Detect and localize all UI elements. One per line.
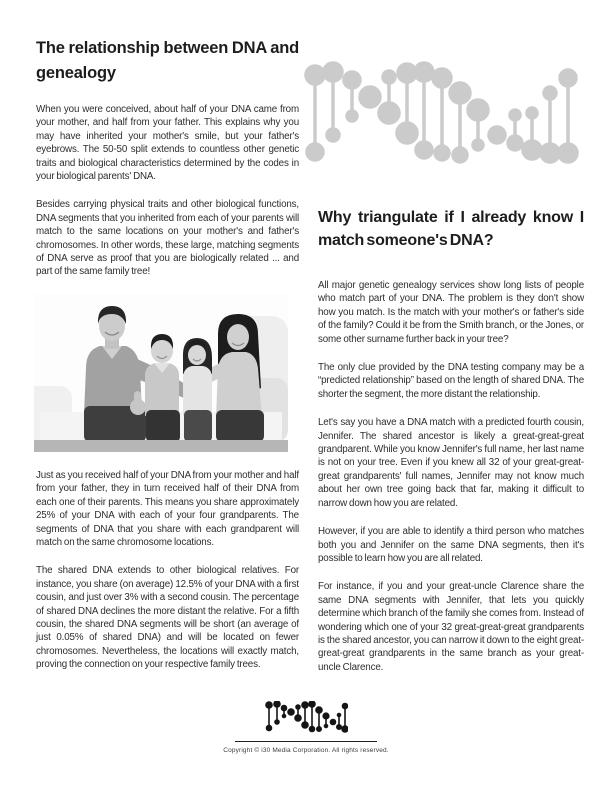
article-title: The relationship between DNA and genealogy <box>36 39 299 82</box>
right-column <box>318 206 584 689</box>
family-photo <box>34 294 288 452</box>
paragraph: Besides carrying physical traits and other biological functions, DNA segments that you inherited from each of your parents will match to the same locations on your mother's and father's chromosomes. In other words, these large, matching segments of DNA serve as proof that you are biologically related ... and part of the same family tree! <box>36 199 299 278</box>
paragraph: However, if you are able to identify a third person who matches both you and Jennifer on the same DNA segments, then it's possible to learn how you are all related. <box>318 526 584 564</box>
paragraph: The only clue provided by the DNA testing company may be a “predicted relationship” based on the length of shared DNA. The shorter the segment, the more distant the relationship. <box>318 362 584 400</box>
section-title: Why triangulate if I already know I match someone's DNA? <box>318 209 584 249</box>
left-column <box>36 36 299 687</box>
dna-helix-graphic <box>300 57 588 185</box>
copyright-text: Copyright © i30 Media Corporation. All rights reserved. <box>223 747 389 754</box>
dna-logo-icon <box>264 701 348 733</box>
paragraph: The shared DNA extends to other biological relatives. For instance, you share (on average) 12.5% of your DNA with a first cousin, and just over 3% with a second cousin. The percentage of shared DNA declines the more distant the relative. For a fifth cousin, the shared DNA segments will be short (an average of just 0.05% of shared DNA) and will be located on fewer chromosomes. Nevertheless, the locations will exactly match, proving the connection on your respective family trees. <box>36 565 299 671</box>
paragraph: When you were conceived, about half of your DNA came from your mother, and half from your father. This explains why you may have inherited your mother's smile, but your father's eyebrows. The 50-50 split extends to countless other genetic traits and biological characteristics determined by the codes in your biological parents' DNA. <box>36 104 299 183</box>
paragraph: Let's say you have a DNA match with a predicted fourth cousin, Jennifer. The shared ancestor is likely a great-great-great grandparent. While you know Jennifer's full name, her last name is not on your tree. Even if you knew all 32 of your great-great-great grandparents' full names, Jennifer may not know much about her own tree going back that far, making it difficult to narrow down how you are related. <box>318 417 584 509</box>
paragraph: All major genetic genealogy services show long lists of people who match part of your DNA. The problem is they don't show how you match. Is the match with your mother's or father's side of the family? Could it be from the Smith branch, or the Jones, or some other surname further back in your tree? <box>318 280 584 345</box>
paragraph: For instance, if you and your great-uncle Clarence share the same DNA segments with Jennifer, that lets you quickly determine which branch of the family she comes from. Instead of wondering which one of your 32 great-great-great grandparents is the shared ancestor, you can narrow it down to the eight great-great-great grandparents in the same branch as your great-uncle Clarence. <box>318 581 584 673</box>
footer-divider <box>235 741 377 742</box>
page-footer <box>0 701 612 754</box>
paragraph: Just as you received half of your DNA from your mother and half from your father, they in turn received half of their DNA from each one of their parents. This means you share approximately 25% of your DNA with each of your four grandparents. The segments of DNA that you share with each grandparent will match on the same chromosome locations. <box>36 469 299 548</box>
